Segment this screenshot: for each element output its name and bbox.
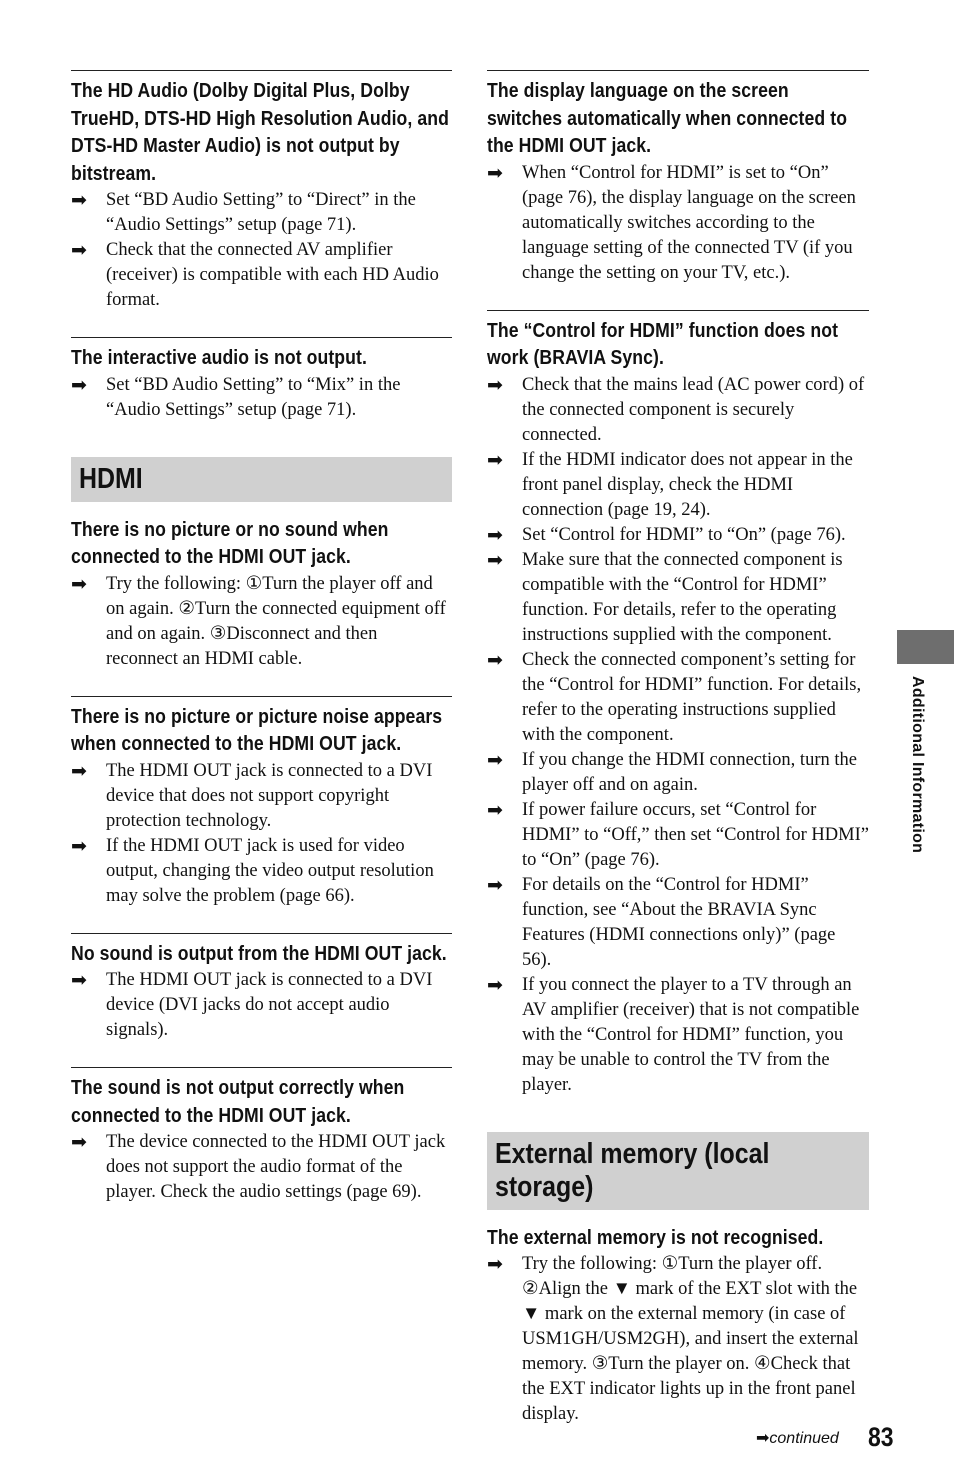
topic-sound-not-correct bbox=[71, 1067, 452, 1205]
arrow-right-icon: ➡ bbox=[71, 1131, 87, 1153]
arrow-right-icon: ➡ bbox=[71, 572, 87, 595]
arrow-right-icon: ➡ bbox=[487, 648, 503, 671]
topic-interactive-audio bbox=[71, 337, 452, 423]
arrow-right-icon: ➡ bbox=[487, 798, 503, 821]
topic-title: No sound is output from the HDMI OUT jack. bbox=[71, 941, 447, 965]
list-item: ➡ When “Control for HDMI” is set to “On” (page 76), the display language on the screen automatically switches according to the language setting of the connected TV (if you change the setting on your TV, etc.). bbox=[487, 161, 856, 283]
continued-indicator bbox=[756, 1428, 839, 1448]
arrow-right-icon: ➡ bbox=[487, 448, 503, 471]
topic-title: The “Control for HDMI” function does not work (BRAVIA Sync). bbox=[487, 318, 839, 369]
arrow-right-icon: ➡ bbox=[487, 1253, 503, 1275]
list-item: ➡ The HDMI OUT jack is connected to a DVI device (DVI jacks do not accept audio signals). bbox=[71, 969, 433, 1040]
list-item: ➡ The HDMI OUT jack is connected to a DVI device that does not support copyright protection technology. bbox=[71, 759, 433, 831]
topic-picture-noise bbox=[71, 696, 452, 909]
topic-display-language bbox=[487, 70, 869, 286]
topic-title: The sound is not output correctly when connected to the HDMI OUT jack. bbox=[71, 1076, 405, 1127]
arrow-right-icon: ➡ bbox=[756, 1428, 770, 1447]
page-number: 83 bbox=[868, 1422, 894, 1452]
section-title: HDMI bbox=[79, 462, 143, 495]
arrow-right-icon: ➡ bbox=[487, 523, 503, 546]
list-item: ➡ The device connected to the HDMI OUT jack does not support the audio format of the player. Check the audio settings (page 69). bbox=[71, 1131, 446, 1202]
topic-no-sound-hdmi bbox=[71, 933, 452, 1044]
list-item: ➡ Set “BD Audio Setting” to “Direct” in the “Audio Settings” setup (page 71). bbox=[71, 189, 416, 235]
topic-title: The display language on the screen switches automatically when connected to the HDMI OUT jack. bbox=[487, 79, 848, 157]
list-item: ➡ If power failure occurs, set “Control for HDMI” to “Off,” then set “Control for HDMI” to “On” (page 76). bbox=[487, 798, 869, 870]
left-column bbox=[71, 70, 452, 1205]
section-header-external-memory bbox=[487, 1132, 869, 1210]
list-item: ➡ Make sure that the connected component is compatible with the “Control for HDMI” function. For details, refer to the operating instructions supplied with the component. bbox=[487, 548, 843, 645]
right-column bbox=[487, 70, 869, 1427]
list-item: ➡ If the HDMI OUT jack is used for video output, changing the video output resolution may solve the problem (page 66). bbox=[71, 834, 434, 906]
arrow-right-icon: ➡ bbox=[487, 748, 503, 771]
topic-title: The HD Audio (Dolby Digital Plus, Dolby TrueHD, DTS-HD High Resolution Audio, and DTS-HD Master Audio) is not output by bitstream. bbox=[71, 79, 449, 185]
topic-control-for-hdmi bbox=[487, 310, 869, 1098]
topic-title: There is no picture or picture noise appears when connected to the HDMI OUT jack. bbox=[71, 704, 443, 755]
topic-title: The interactive audio is not output. bbox=[71, 346, 367, 369]
list-item: ➡ If the HDMI indicator does not appear in the front panel display, check the HDMI connection (page 19, 24). bbox=[487, 448, 853, 520]
list-item: ➡ Check that the mains lead (AC power cord) of the connected component is securely connected. bbox=[487, 373, 865, 445]
list-item: ➡ Check the connected component’s setting for the “Control for HDMI” function. For details, refer to the operating instructions supplied with the component. bbox=[487, 648, 862, 745]
section-header-hdmi bbox=[71, 457, 452, 502]
topic-external-memory-not-recognised bbox=[487, 1224, 869, 1428]
section-title: External memory (local storage) bbox=[495, 1137, 770, 1203]
list-item: ➡ Try the following: ①Turn the player off. ②Align the ▼ mark of the EXT slot with the ▼ mark on the external memory (in case of USM1GH/USM2GH), and insert the external memory. ③Turn the player on. ④Check that the EXT indicator lights up in the front panel display. bbox=[487, 1253, 859, 1424]
arrow-right-icon: ➡ bbox=[71, 189, 87, 211]
arrow-right-icon: ➡ bbox=[71, 239, 87, 261]
arrow-right-icon: ➡ bbox=[71, 759, 87, 782]
list-item: ➡ For details on the “Control for HDMI” function, see “About the BRAVIA Sync Features (HDMI connections only)” (page 56). bbox=[487, 873, 836, 970]
arrow-right-icon: ➡ bbox=[71, 834, 87, 857]
topic-hd-audio-bitstream bbox=[71, 70, 452, 313]
list-item: ➡ Try the following: ①Turn the player off and on again. ②Turn the connected equipment off and on again. ③Disconnect and then reconnect an HDMI cable. bbox=[71, 572, 446, 669]
list-item: ➡ Set “Control for HDMI” to “On” (page 76). bbox=[487, 523, 846, 546]
list-item: ➡ Set “BD Audio Setting” to “Mix” in the “Audio Settings” setup (page 71). bbox=[71, 373, 401, 420]
chapter-tab-marker bbox=[897, 630, 954, 664]
arrow-right-icon: ➡ bbox=[487, 973, 503, 996]
continued-label: continued bbox=[769, 1430, 839, 1447]
arrow-right-icon: ➡ bbox=[71, 969, 87, 991]
arrow-right-icon: ➡ bbox=[71, 373, 87, 396]
arrow-right-icon: ➡ bbox=[487, 548, 503, 571]
topic-title: There is no picture or no sound when connected to the HDMI OUT jack. bbox=[71, 517, 389, 568]
arrow-right-icon: ➡ bbox=[487, 161, 503, 184]
list-item: ➡ If you change the HDMI connection, turn the player off and on again. bbox=[487, 748, 857, 795]
topic-no-picture-no-sound bbox=[71, 516, 452, 672]
list-item: ➡ If you connect the player to a TV through an AV amplifier (receiver) that is not compatible with the “Control for HDMI” function, you may be unable to control the TV from the player. bbox=[487, 973, 860, 1095]
arrow-right-icon: ➡ bbox=[487, 373, 503, 396]
chapter-side-label: Additional Information bbox=[909, 676, 926, 854]
list-item: ➡ Check that the connected AV amplifier (receiver) is compatible with each HD Audio format. bbox=[71, 239, 439, 310]
arrow-right-icon: ➡ bbox=[487, 873, 503, 896]
topic-title: The external memory is not recognised. bbox=[487, 1225, 824, 1249]
